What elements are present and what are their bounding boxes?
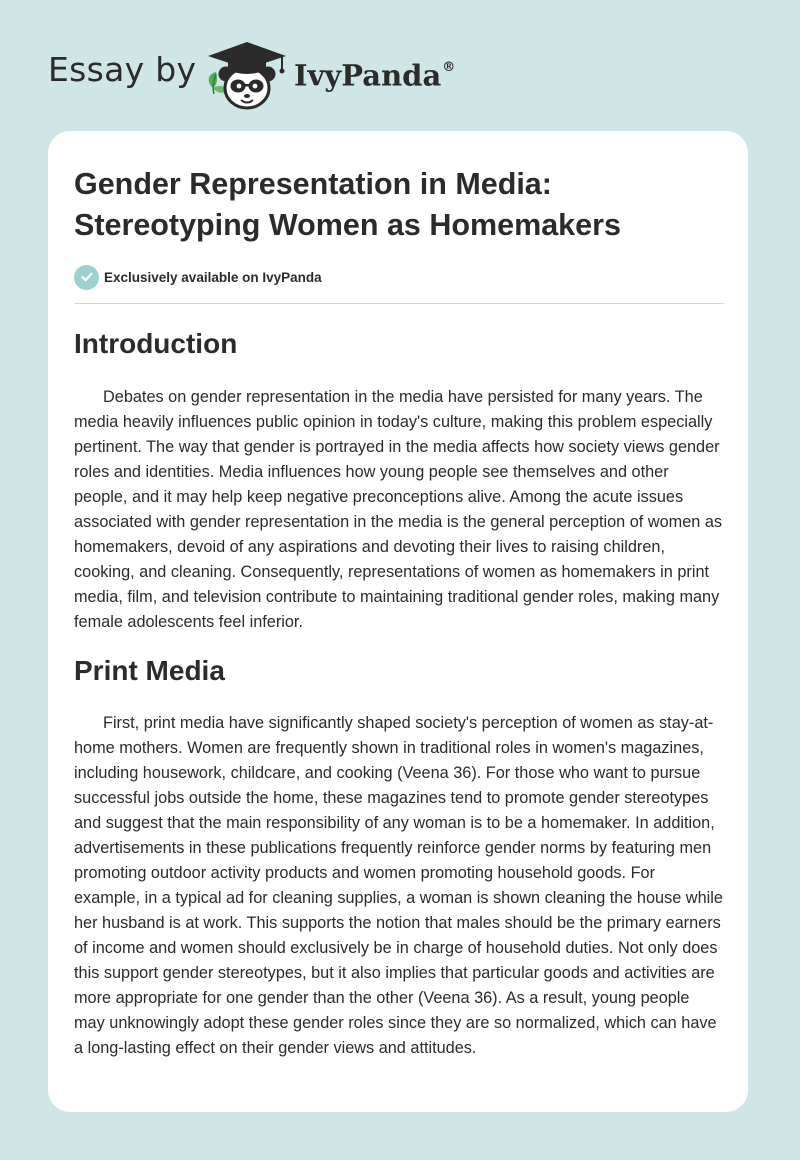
- exclusive-badge: [74, 264, 322, 290]
- essay-by-label: Essay by: [48, 50, 197, 89]
- panda-graduate-icon[interactable]: [204, 36, 290, 112]
- essay-card: [48, 131, 748, 1112]
- site-header: [48, 36, 508, 112]
- section-paragraph-print-media: First, print media have significantly shaped society's perception of women as stay-at-home mothers. Women are frequently shown in traditional roles in women's magazines, including housework, childcare, and cooking (Veena 36). For those who want to pursue successful jobs outside the home, these magazines tend to promote gender stereotypes and suggest that the main responsibility of any woman is to be a homemaker. In addition, advertisements in these publications frequently reinforce gender norms by featuring men promoting outdoor activity products and women promoting household goods. For example, in a typical ad for cleaning supplies, a woman is shown cleaning the house while her husband is at work. This supports the notion that males should be the primary earners of income and women should exclusively be in charge of household duties. Not only does this support gender stereotypes, but it also implies that particular goods and activities are more appropriate for one gender than the other (Veena 36). As a result, young people may unknowingly adopt these gender roles since they are so normalized, which can have a long-lasting effect on their gender views and attitudes.: [74, 714, 723, 1057]
- page-title: Gender Representation in Media: Stereotyping Women as Homemakers: [74, 167, 621, 242]
- title-divider: [74, 303, 724, 304]
- trademark-symbol: ®: [442, 60, 456, 75]
- section-heading-introduction: Introduction: [74, 328, 238, 359]
- section-paragraph-introduction: Debates on gender representation in the media have persisted for many years. The media heavily influences public opinion in today's culture, making this problem especially pertinent. The way that gender is portrayed in the media affects how society views gender roles and identities. Media influences how young people see themselves and other people, and it may help keep negative preconceptions alive. Among the acute issues associated with gender representation in the media is the general perception of women as homemakers, devoid of any aspirations and devoting their lives to raising children, cooking, and cleaning. Consequently, representations of women as homemakers in print media, film, and television contribute to maintaining traditional gender roles, making many female adolescents feel inferior.: [74, 388, 723, 631]
- section-heading-print-media: Print Media: [74, 655, 225, 686]
- check-icon: [74, 265, 99, 290]
- brand-name-text: IvyPanda: [294, 58, 442, 93]
- badge-label: Exclusively available on IvyPanda: [104, 269, 322, 285]
- ivypanda-brand[interactable]: [294, 54, 455, 94]
